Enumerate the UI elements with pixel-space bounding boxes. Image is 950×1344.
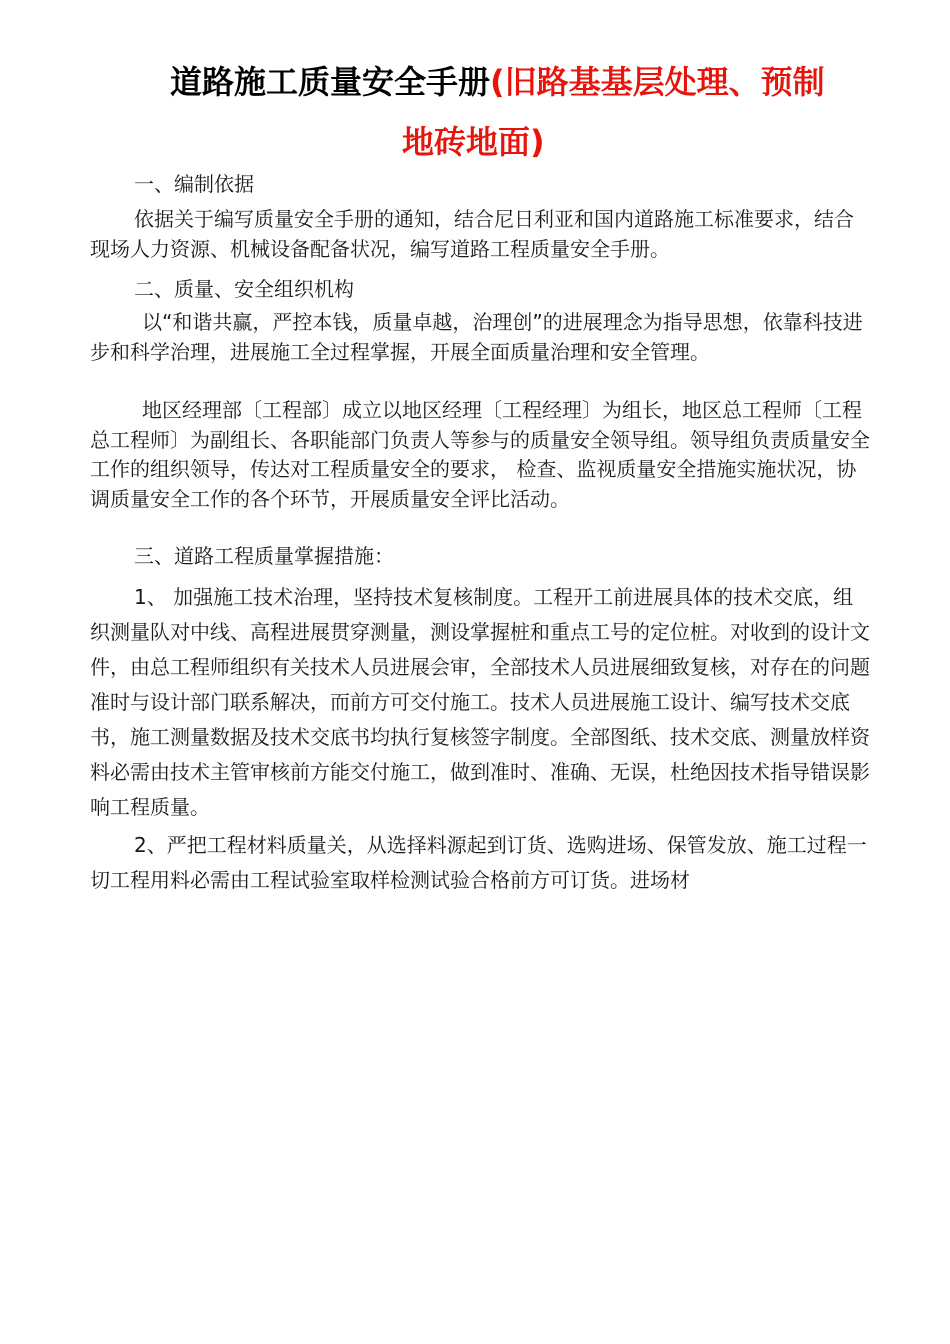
paragraph-basis: 依据关于编写质量安全手册的通知，结合尼日利亚和国内道路施工标准要求，结合现场人力资源、机械设备配备状况，编写道路工程质量安全手册。 [90, 207, 854, 261]
title-subtitle-line1: (旧路基基层处理、预制 [490, 63, 825, 101]
paragraph-organization-1: 以“和谐共赢，严控本钱，质量卓越，治理创”的进展理念为指导思想，依靠科技进步和科学治理，进展施工全过程掌握，开展全面质量治理和安全管理。 [90, 310, 863, 364]
paragraph-organization-2: 地区经理部〔工程部〕成立以地区经理〔工程经理〕为组长，地区总工程师〔工程总工程师〕为副组长、各职能部门负责人等参与的质量安全领导组。领导组负责质量安全工作的组织领导，传达对工程质量安全的要求， 检查、监视质量安全措施实施状况，协调质量安全工作的各个环节，开展质量安全评比活动。 [90, 398, 870, 511]
title-subtitle-line2: 地砖地面) [402, 123, 545, 161]
paragraph-measure-1: 1、 加强施工技术治理，坚持技术复核制度。工程开工前进展具体的技术交底，组织测量队对中线、高程进展贯穿测量，测设掌握桩和重点工号的定位桩。对收到的设计文件，由总工程师组织有关技术人员进展会审，全部技术人员进展细致复核，对存在的问题准时与设计部门联系解决，而前方可交付施工。技术人员进展施工设计、编写技术交底书，施工测量数据及技术交底书均执行复核签字制度。全部图纸、技术交底、测量放样资料必需由技术主管审核前方能交付施工，做到准时、准确、无误，杜绝因技术指导错误影响工程质量。 [90, 585, 870, 819]
section-heading-basis: 一、编制依据 [134, 172, 254, 196]
document-title [170, 52, 870, 172]
section-heading-quality-measures: 三、道路工程质量掌握措施： [134, 544, 394, 568]
title-main: 道路施工质量安全手册 [170, 63, 491, 101]
paragraph-measure-2: 2、严把工程材料质量关，从选择料源起到订货、选购进场、保管发放、施工过程一切工程用料必需由工程试验室取样检测试验合格前方可订货。进场材 [90, 833, 867, 892]
section-heading-organization: 二、质量、安全组织机构 [134, 277, 354, 301]
